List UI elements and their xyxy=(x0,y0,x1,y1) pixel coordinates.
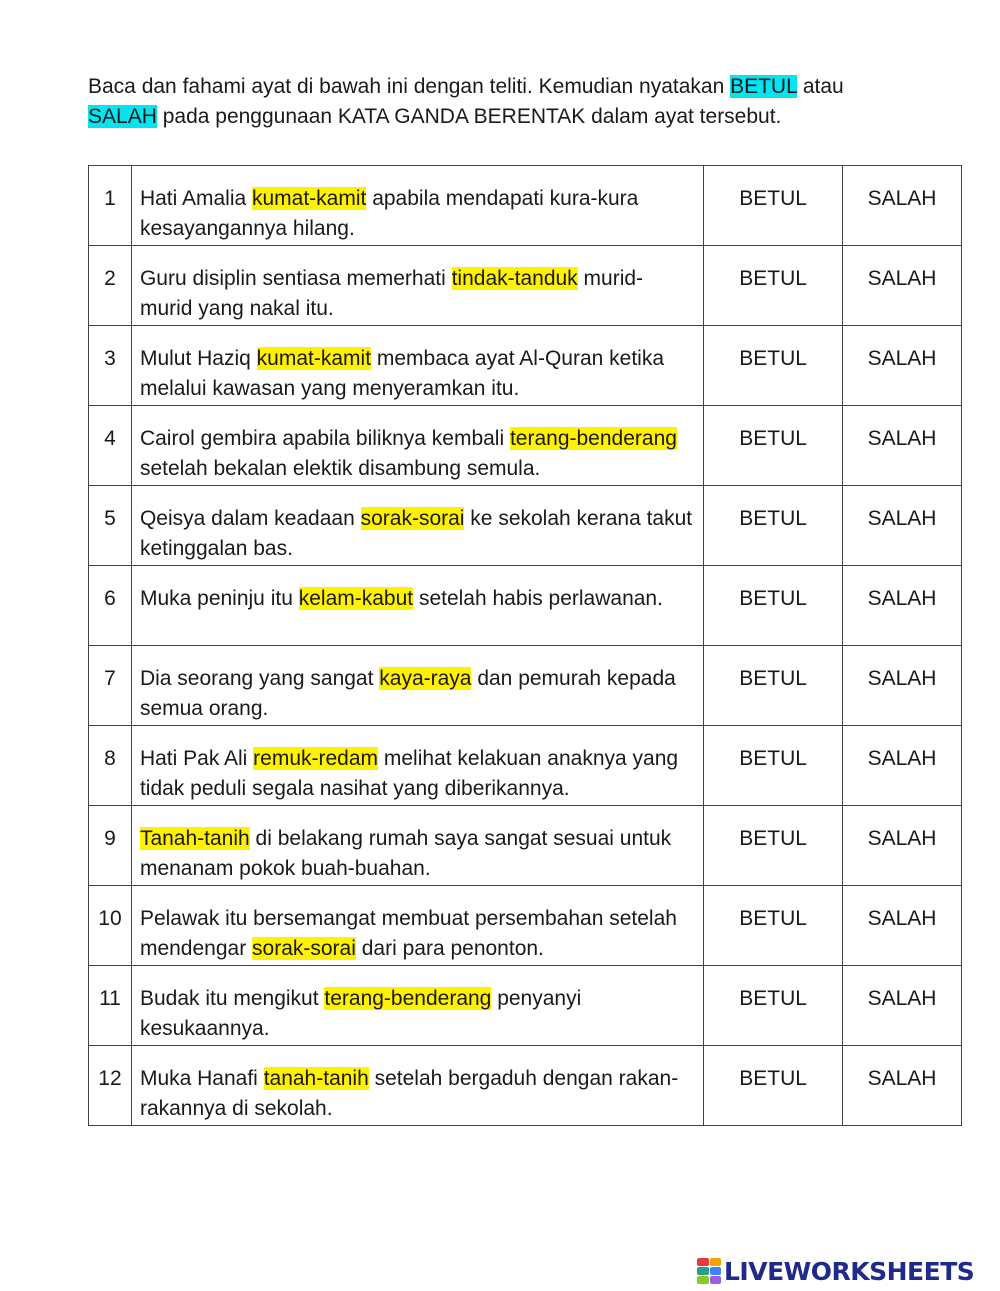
sentence xyxy=(132,166,703,244)
table-row xyxy=(89,566,962,646)
salah-option[interactable] xyxy=(843,966,962,1046)
salah-option-label: SALAH xyxy=(867,987,937,1010)
salah-option-label: SALAH xyxy=(867,907,937,930)
instructions-salah-highlight: SALAH xyxy=(88,105,157,128)
table-row xyxy=(89,246,962,326)
sentence-cell xyxy=(131,646,703,726)
sentence-text-after: di belakang rumah saya sangat sesuai untuk menanam pokok buah-buahan. xyxy=(139,827,672,880)
row-number: 11 xyxy=(99,987,121,1010)
betul-option-label: BETUL xyxy=(739,1067,807,1090)
sentence-text-before: Budak itu mengikut xyxy=(139,987,325,1010)
liveworksheets-logo xyxy=(697,1254,997,1288)
salah-option-label: SALAH xyxy=(867,347,937,370)
sentence xyxy=(132,966,703,1044)
table-row xyxy=(89,326,962,406)
row-number-cell xyxy=(89,806,132,886)
salah-option[interactable] xyxy=(843,806,962,886)
betul-option[interactable] xyxy=(704,246,843,326)
row-number-cell xyxy=(89,166,132,246)
betul-option[interactable] xyxy=(704,966,843,1046)
liveworksheets-logo-icon xyxy=(697,1258,721,1284)
sentence xyxy=(132,246,703,324)
row-number: 2 xyxy=(104,267,116,290)
row-number: 12 xyxy=(98,1067,122,1090)
kata-ganda-highlight: tindak-tanduk xyxy=(451,267,578,290)
row-number: 8 xyxy=(104,747,116,770)
salah-option-label: SALAH xyxy=(867,747,937,770)
kata-ganda-highlight: kumat-kamit xyxy=(256,347,372,370)
betul-option-label: BETUL xyxy=(739,987,807,1010)
table-row xyxy=(89,1046,962,1126)
row-number-cell xyxy=(89,326,132,406)
sentence-text-before: Mulut Haziq xyxy=(139,347,257,370)
salah-option-label: SALAH xyxy=(867,187,937,210)
salah-option[interactable] xyxy=(843,406,962,486)
betul-option[interactable] xyxy=(704,886,843,966)
sentence-text-after: setelah bergaduh dengan rakan-rakannya di sekolah. xyxy=(139,1067,679,1120)
betul-option-label: BETUL xyxy=(739,747,807,770)
salah-option[interactable] xyxy=(843,486,962,566)
row-number-cell xyxy=(89,646,132,726)
betul-option[interactable] xyxy=(704,806,843,886)
sentence-text-after: melihat kelakuan anaknya yang tidak peduli segala nasihat yang diberikannya. xyxy=(139,747,679,800)
row-number-cell xyxy=(89,886,132,966)
betul-option-label: BETUL xyxy=(739,667,807,690)
sentence xyxy=(132,326,703,404)
kata-ganda-highlight: sorak-sorai xyxy=(360,507,465,530)
sentence xyxy=(132,406,703,484)
kata-ganda-highlight: remuk-redam xyxy=(253,747,379,770)
betul-option-label: BETUL xyxy=(739,427,807,450)
betul-option[interactable] xyxy=(704,326,843,406)
salah-option-label: SALAH xyxy=(867,1067,937,1090)
table-row xyxy=(89,406,962,486)
betul-option[interactable] xyxy=(704,486,843,566)
betul-option[interactable] xyxy=(704,1046,843,1126)
salah-option[interactable] xyxy=(843,886,962,966)
sentence-text-before: Cairol gembira apabila biliknya kembali xyxy=(139,427,510,450)
betul-option[interactable] xyxy=(704,406,843,486)
sentence xyxy=(132,806,703,884)
row-number: 6 xyxy=(104,587,116,610)
table-row xyxy=(89,646,962,726)
salah-option[interactable] xyxy=(843,646,962,726)
sentence xyxy=(132,566,703,614)
betul-option-label: BETUL xyxy=(739,587,807,610)
sentence-text-before: Dia seorang yang sangat xyxy=(139,667,380,690)
instructions-text-2: atau xyxy=(797,75,844,98)
row-number-cell xyxy=(89,566,132,646)
row-number: 7 xyxy=(104,667,116,690)
betul-option-label: BETUL xyxy=(739,187,807,210)
salah-option[interactable] xyxy=(843,1046,962,1126)
sentence-cell xyxy=(131,406,703,486)
sentence-text-before: Muka peninju itu xyxy=(139,587,299,610)
sentence-cell xyxy=(131,246,703,326)
table-row xyxy=(89,166,962,246)
kata-ganda-highlight: kaya-raya xyxy=(379,667,472,690)
row-number-cell xyxy=(89,486,132,566)
liveworksheets-logo-text: LIVEWORKSHEETS xyxy=(724,1256,975,1286)
worksheet-table xyxy=(88,165,962,1126)
sentence xyxy=(132,886,703,964)
betul-option-label: BETUL xyxy=(739,347,807,370)
sentence-text-after: dan pemurah kepada semua orang. xyxy=(139,667,676,720)
sentence-text-after: setelah bekalan elektik disambung semula. xyxy=(139,457,541,480)
kata-ganda-highlight: sorak-sorai xyxy=(252,937,356,960)
sentence-cell xyxy=(131,886,703,966)
sentence-text-before: Hati Pak Ali xyxy=(139,747,254,770)
kata-ganda-highlight: kumat-kamit xyxy=(252,187,367,210)
sentence-text-after: murid-murid yang nakal itu. xyxy=(139,267,644,320)
salah-option-label: SALAH xyxy=(867,507,937,530)
salah-option[interactable] xyxy=(843,326,962,406)
kata-ganda-highlight: tanah-tanih xyxy=(263,1067,369,1090)
sentence-cell xyxy=(131,1046,703,1126)
salah-option[interactable] xyxy=(843,246,962,326)
betul-option[interactable] xyxy=(704,566,843,646)
table-row xyxy=(89,966,962,1046)
sentence-cell xyxy=(131,806,703,886)
row-number-cell xyxy=(89,246,132,326)
kata-ganda-highlight: terang-benderang xyxy=(509,427,677,450)
salah-option[interactable] xyxy=(843,726,962,806)
salah-option-label: SALAH xyxy=(867,267,937,290)
row-number: 3 xyxy=(104,347,116,370)
sentence-cell xyxy=(131,326,703,406)
row-number-cell xyxy=(89,966,132,1046)
betul-option-label: BETUL xyxy=(739,507,807,530)
sentence-text-before: Pelawak itu bersemangat membuat persembahan setelah mendengar xyxy=(139,907,677,960)
row-number: 1 xyxy=(104,187,116,210)
sentence-text-before: Guru disiplin sentiasa memerhati xyxy=(139,267,452,290)
row-number: 10 xyxy=(98,907,122,930)
salah-option-label: SALAH xyxy=(867,587,937,610)
kata-ganda-highlight: terang-benderang xyxy=(324,987,492,1010)
table-row xyxy=(89,886,962,966)
salah-option[interactable] xyxy=(843,166,962,246)
table-row xyxy=(89,726,962,806)
row-number: 4 xyxy=(104,427,116,450)
sentence xyxy=(132,726,703,804)
sentence xyxy=(132,1046,703,1124)
row-number-cell xyxy=(89,726,132,806)
salah-option-label: SALAH xyxy=(867,427,937,450)
worksheet-rows xyxy=(89,166,962,1126)
betul-option-label: BETUL xyxy=(739,827,807,850)
betul-option-label: BETUL xyxy=(739,907,807,930)
sentence-text-after: membaca ayat Al-Quran ketika melalui kawasan yang menyeramkan itu. xyxy=(139,347,664,400)
row-number-cell xyxy=(89,406,132,486)
row-number: 5 xyxy=(104,507,116,530)
sentence-cell xyxy=(131,726,703,806)
betul-option[interactable] xyxy=(704,166,843,246)
sentence xyxy=(132,486,703,564)
kata-ganda-highlight: kelam-kabut xyxy=(298,587,414,610)
instructions xyxy=(88,72,948,132)
instructions-betul-highlight: BETUL xyxy=(730,75,798,98)
sentence-text-after: ke sekolah kerana takut ketinggalan bas. xyxy=(139,507,693,560)
betul-option[interactable] xyxy=(704,726,843,806)
instructions-text-3: pada penggunaan KATA GANDA BERENTAK dalam ayat tersebut. xyxy=(156,105,782,128)
sentence-text-after: penyanyi kesukaannya. xyxy=(139,987,582,1040)
row-number: 9 xyxy=(104,827,116,850)
sentence xyxy=(132,646,703,724)
sentence-text-before: Hati Amalia xyxy=(139,187,252,210)
salah-option-label: SALAH xyxy=(867,827,937,850)
sentence-text-before: Qeisya dalam keadaan xyxy=(139,507,361,530)
sentence-text-after: dari para penonton. xyxy=(355,937,544,960)
betul-option-label: BETUL xyxy=(739,267,807,290)
kata-ganda-highlight: Tanah-tanih xyxy=(139,827,250,850)
table-row xyxy=(89,806,962,886)
sentence-cell xyxy=(131,166,703,246)
salah-option[interactable] xyxy=(843,566,962,646)
sentence-cell xyxy=(131,966,703,1046)
sentence-text-after: setelah habis perlawanan. xyxy=(413,587,663,610)
salah-option-label: SALAH xyxy=(867,667,937,690)
betul-option[interactable] xyxy=(704,646,843,726)
sentence-cell xyxy=(131,566,703,646)
table-row xyxy=(89,486,962,566)
sentence-cell xyxy=(131,486,703,566)
row-number-cell xyxy=(89,1046,132,1126)
sentence-text-after: apabila mendapati kura-kura kesayangannya hilang. xyxy=(139,187,639,240)
sentence-text-before: Muka Hanafi xyxy=(139,1067,264,1090)
instructions-text-1: Baca dan fahami ayat di bawah ini dengan teliti. Kemudian nyatakan xyxy=(88,75,731,98)
